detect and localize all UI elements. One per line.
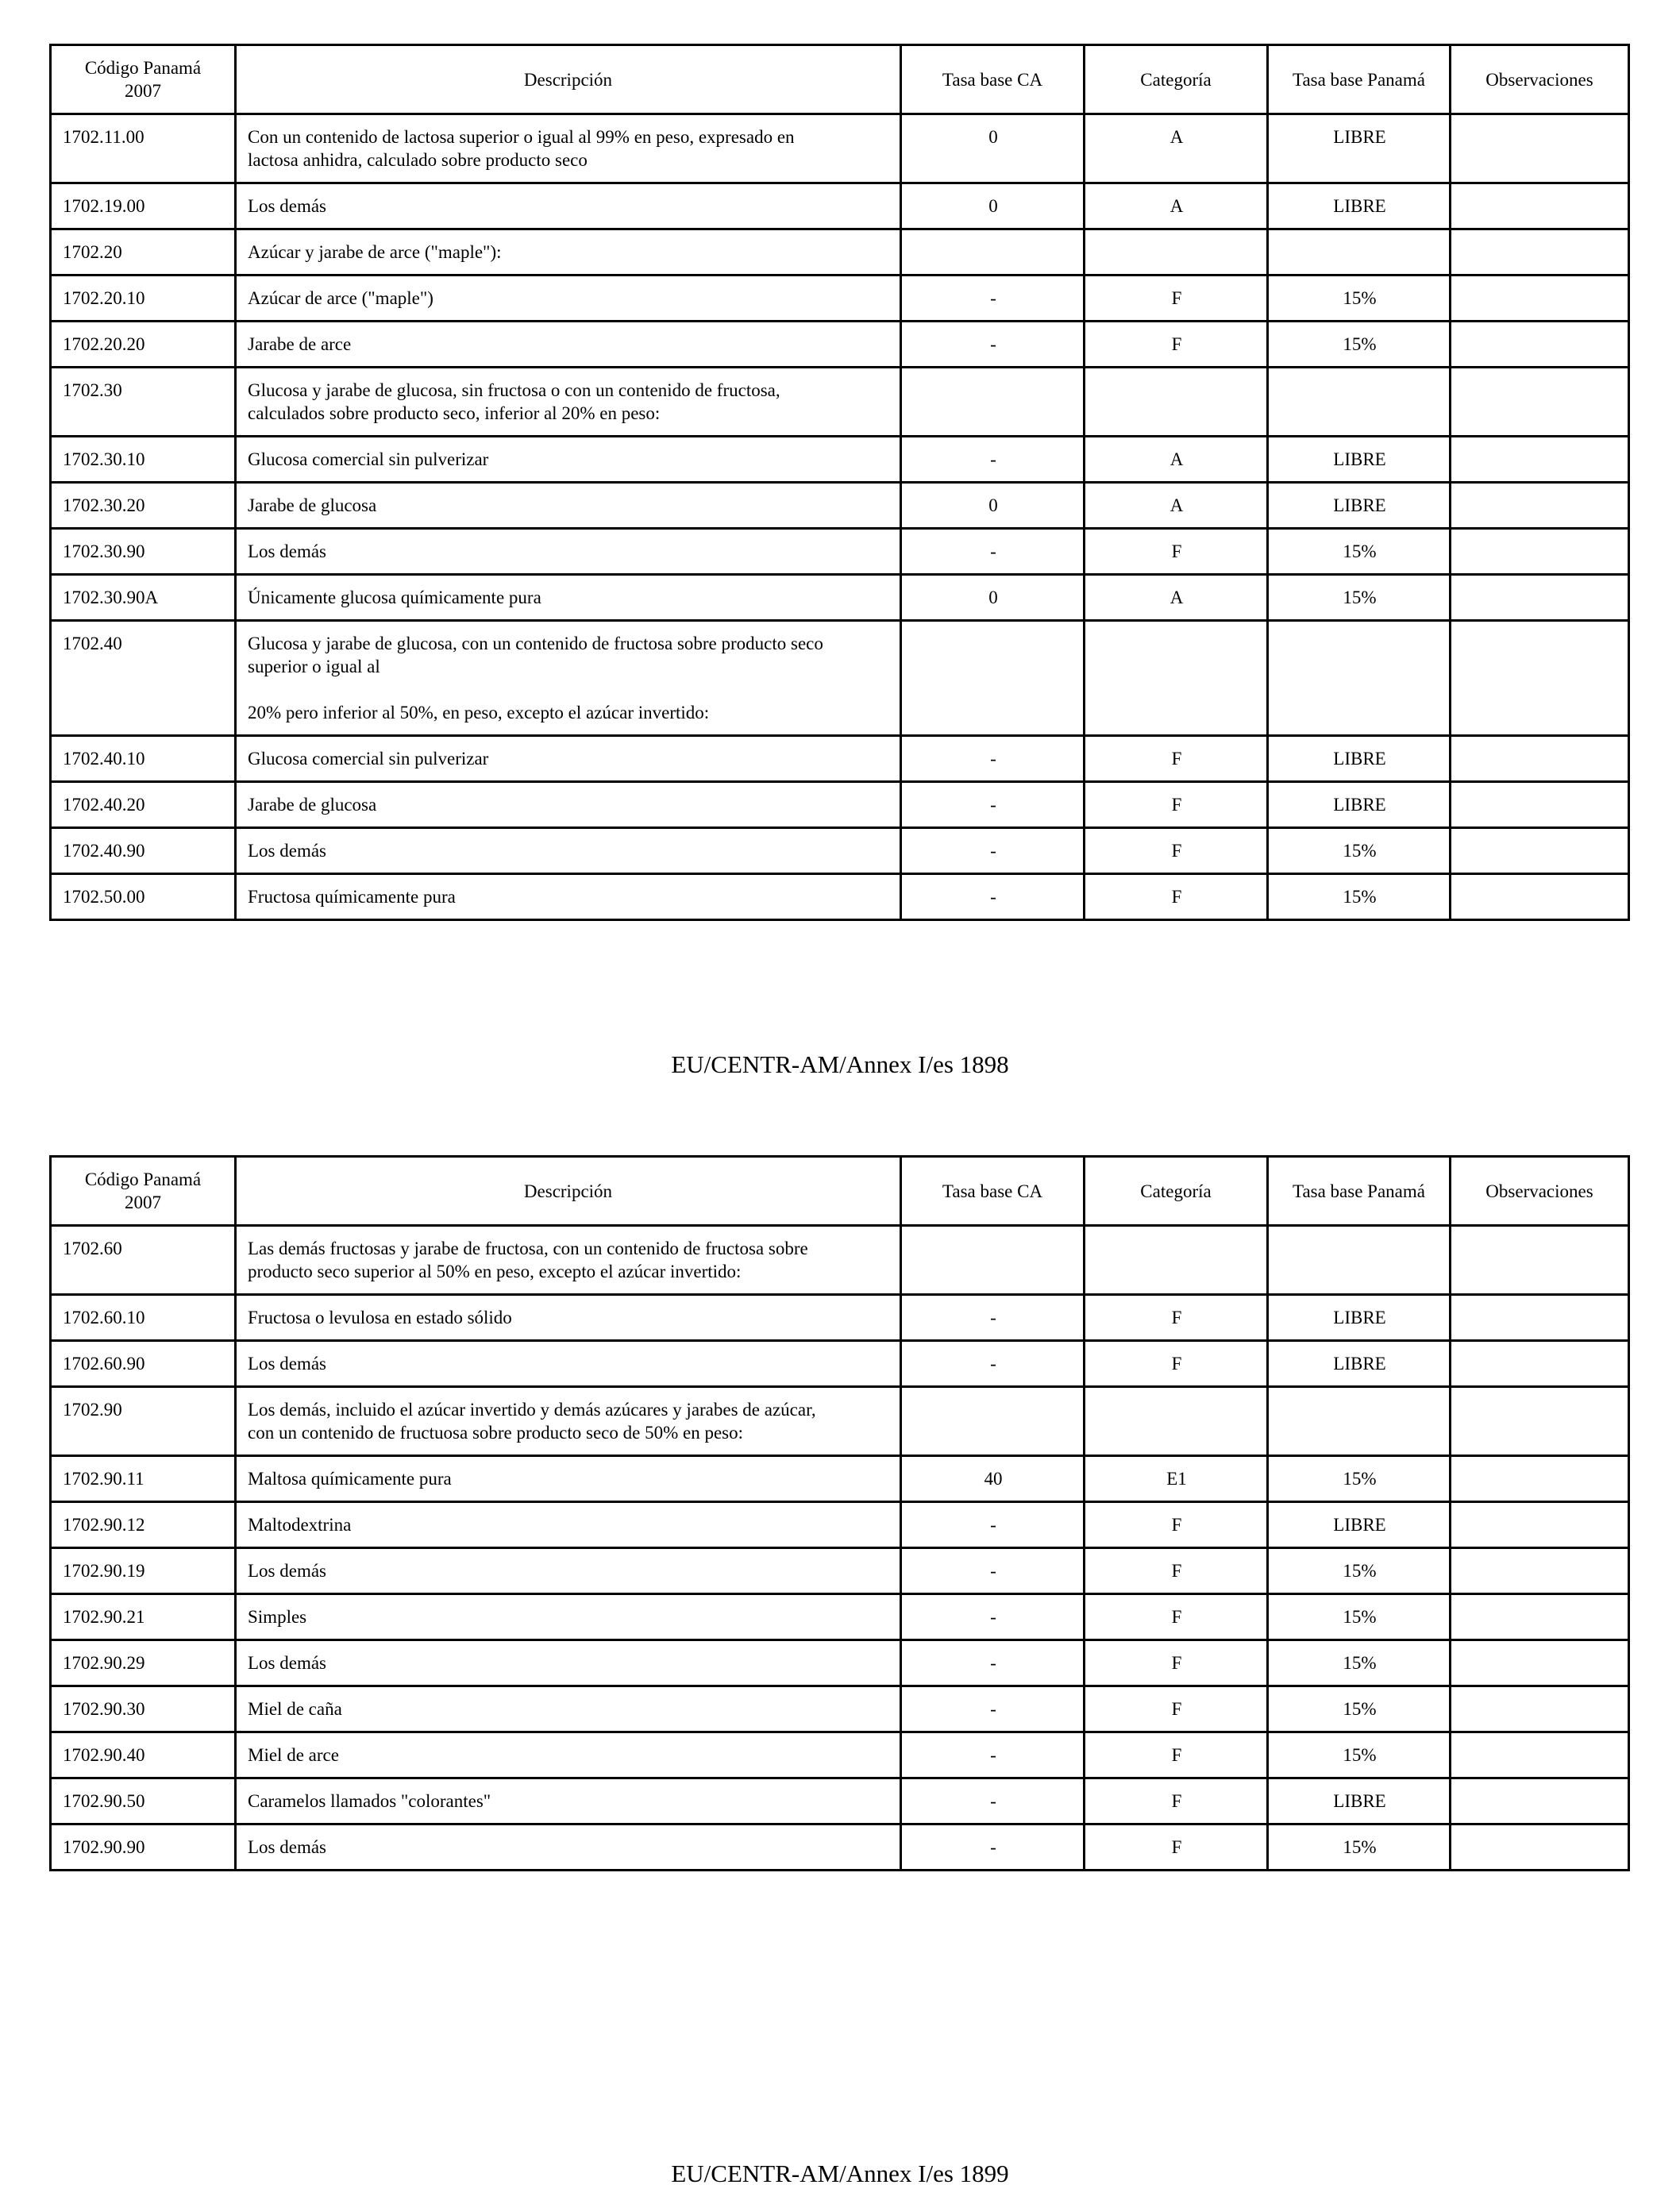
table-row	[51, 1824, 1629, 1871]
cell-categoria: A	[1085, 114, 1268, 183]
cell-tasa-panama: 15%	[1268, 874, 1451, 920]
cell-description: Azúcar y jarabe de arce ("maple"):	[236, 229, 901, 276]
cell-tasa-panama	[1268, 1226, 1451, 1295]
cell-description: Glucosa y jarabe de glucosa, con un contenido de fructosa sobre producto seco superior o igual al 20% pero inferior al 50%, en peso, excepto el azúcar invertido:	[236, 621, 901, 736]
cell-tasa-panama: 15%	[1268, 1548, 1451, 1594]
cell-categoria: F	[1085, 782, 1268, 828]
cell-code: 1702.90.12	[51, 1502, 236, 1548]
cell-code: 1702.90.50	[51, 1778, 236, 1824]
table-row	[51, 529, 1629, 575]
cell-code: 1702.40.20	[51, 782, 236, 828]
cell-observaciones	[1451, 1341, 1629, 1387]
cell-tasa-panama	[1268, 1387, 1451, 1456]
cell-code: 1702.90.40	[51, 1732, 236, 1778]
table-row	[51, 1548, 1629, 1594]
header-tasa-ca: Tasa base CA	[901, 45, 1085, 114]
cell-observaciones	[1451, 736, 1629, 782]
cell-categoria: F	[1085, 1686, 1268, 1732]
cell-description: Glucosa comercial sin pulverizar	[236, 437, 901, 483]
cell-description: Los demás	[236, 183, 901, 229]
cell-description: Simples	[236, 1594, 901, 1640]
cell-code: 1702.19.00	[51, 183, 236, 229]
cell-observaciones	[1451, 1548, 1629, 1594]
tariff-table-1	[49, 44, 1630, 921]
cell-observaciones	[1451, 828, 1629, 874]
cell-code: 1702.60.10	[51, 1295, 236, 1341]
cell-categoria: F	[1085, 1778, 1268, 1824]
cell-code: 1702.90.90	[51, 1824, 236, 1871]
table-row	[51, 782, 1629, 828]
cell-observaciones	[1451, 1778, 1629, 1824]
cell-categoria: A	[1085, 483, 1268, 529]
table-row	[51, 1594, 1629, 1640]
table-row	[51, 483, 1629, 529]
cell-observaciones	[1451, 1594, 1629, 1640]
cell-code: 1702.90.19	[51, 1548, 236, 1594]
table-row	[51, 736, 1629, 782]
cell-tasa-ca	[901, 1226, 1085, 1295]
cell-observaciones	[1451, 1295, 1629, 1341]
cell-categoria: A	[1085, 183, 1268, 229]
table-row	[51, 114, 1629, 183]
cell-categoria	[1085, 621, 1268, 736]
cell-code: 1702.11.00	[51, 114, 236, 183]
cell-tasa-panama	[1268, 229, 1451, 276]
cell-tasa-panama: 15%	[1268, 276, 1451, 322]
cell-observaciones	[1451, 782, 1629, 828]
header-code: Código Panamá 2007	[51, 1157, 236, 1226]
cell-code: 1702.60	[51, 1226, 236, 1295]
cell-tasa-panama: 15%	[1268, 575, 1451, 621]
cell-description: Jarabe de glucosa	[236, 483, 901, 529]
cell-categoria	[1085, 1387, 1268, 1456]
header-description: Descripción	[236, 1157, 901, 1226]
table-row	[51, 1686, 1629, 1732]
cell-observaciones	[1451, 183, 1629, 229]
cell-categoria: F	[1085, 1548, 1268, 1594]
cell-tasa-panama: LIBRE	[1268, 183, 1451, 229]
cell-observaciones	[1451, 1824, 1629, 1871]
cell-observaciones	[1451, 368, 1629, 437]
table-row	[51, 1640, 1629, 1686]
cell-observaciones	[1451, 529, 1629, 575]
table-row	[51, 322, 1629, 368]
cell-code: 1702.30.90A	[51, 575, 236, 621]
cell-tasa-panama	[1268, 368, 1451, 437]
cell-description: Maltosa químicamente pura	[236, 1456, 901, 1502]
cell-description: Jarabe de arce	[236, 322, 901, 368]
cell-categoria	[1085, 1226, 1268, 1295]
header-categoria: Categoría	[1085, 1157, 1268, 1226]
cell-code: 1702.90.30	[51, 1686, 236, 1732]
cell-tasa-ca	[901, 1387, 1085, 1456]
cell-observaciones	[1451, 1686, 1629, 1732]
cell-code: 1702.40	[51, 621, 236, 736]
table-body	[51, 1226, 1629, 1871]
cell-tasa-panama	[1268, 621, 1451, 736]
cell-code: 1702.90	[51, 1387, 236, 1456]
cell-tasa-ca: -	[901, 276, 1085, 322]
cell-observaciones	[1451, 1226, 1629, 1295]
cell-categoria	[1085, 368, 1268, 437]
cell-description: Los demás	[236, 1824, 901, 1871]
cell-observaciones	[1451, 276, 1629, 322]
cell-code: 1702.90.11	[51, 1456, 236, 1502]
header-tasa-ca: Tasa base CA	[901, 1157, 1085, 1226]
table-row	[51, 1456, 1629, 1502]
cell-tasa-panama: LIBRE	[1268, 1295, 1451, 1341]
cell-code: 1702.30.90	[51, 529, 236, 575]
table-row	[51, 229, 1629, 276]
table-row	[51, 1778, 1629, 1824]
cell-code: 1702.40.10	[51, 736, 236, 782]
table-row	[51, 1341, 1629, 1387]
cell-tasa-ca: -	[901, 1502, 1085, 1548]
cell-categoria: F	[1085, 1341, 1268, 1387]
cell-tasa-ca: 0	[901, 114, 1085, 183]
cell-code: 1702.60.90	[51, 1341, 236, 1387]
cell-description: Maltodextrina	[236, 1502, 901, 1548]
cell-description: Fructosa químicamente pura	[236, 874, 901, 920]
table-row	[51, 183, 1629, 229]
table-row	[51, 1732, 1629, 1778]
cell-description: Jarabe de glucosa	[236, 782, 901, 828]
cell-categoria: F	[1085, 322, 1268, 368]
cell-description: Los demás	[236, 1341, 901, 1387]
cell-code: 1702.90.21	[51, 1594, 236, 1640]
cell-code: 1702.30	[51, 368, 236, 437]
table-row	[51, 874, 1629, 920]
cell-tasa-ca: -	[901, 1548, 1085, 1594]
cell-tasa-ca: -	[901, 437, 1085, 483]
table-row	[51, 1295, 1629, 1341]
cell-categoria: A	[1085, 575, 1268, 621]
table-row	[51, 828, 1629, 874]
cell-tasa-ca: 40	[901, 1456, 1085, 1502]
cell-tasa-ca: -	[901, 828, 1085, 874]
cell-code: 1702.20.10	[51, 276, 236, 322]
cell-description: Las demás fructosas y jarabe de fructosa, con un contenido de fructosa sobre producto seco superior al 50% en peso, excepto el azúcar invertido:	[236, 1226, 901, 1295]
cell-tasa-ca: -	[901, 874, 1085, 920]
cell-description: Los demás, incluido el azúcar invertido y demás azúcares y jarabes de azúcar, con un contenido de fructuosa sobre producto seco de 50% en peso:	[236, 1387, 901, 1456]
cell-code: 1702.20	[51, 229, 236, 276]
cell-observaciones	[1451, 621, 1629, 736]
cell-tasa-panama: 15%	[1268, 1640, 1451, 1686]
cell-categoria: F	[1085, 1295, 1268, 1341]
cell-observaciones	[1451, 483, 1629, 529]
cell-tasa-ca: 0	[901, 183, 1085, 229]
table-row	[51, 1226, 1629, 1295]
cell-tasa-panama: 15%	[1268, 1824, 1451, 1871]
table-row	[51, 621, 1629, 736]
cell-tasa-panama: LIBRE	[1268, 1778, 1451, 1824]
cell-tasa-ca	[901, 368, 1085, 437]
cell-tasa-ca: -	[901, 1341, 1085, 1387]
cell-code: 1702.40.90	[51, 828, 236, 874]
cell-categoria: F	[1085, 828, 1268, 874]
cell-categoria: F	[1085, 529, 1268, 575]
cell-tasa-ca: -	[901, 322, 1085, 368]
table-header-row	[51, 45, 1629, 114]
cell-tasa-ca: -	[901, 1594, 1085, 1640]
cell-tasa-ca: -	[901, 736, 1085, 782]
cell-code: 1702.20.20	[51, 322, 236, 368]
cell-description: Miel de arce	[236, 1732, 901, 1778]
cell-categoria	[1085, 229, 1268, 276]
cell-description: Los demás	[236, 529, 901, 575]
cell-tasa-panama: LIBRE	[1268, 437, 1451, 483]
table-row	[51, 276, 1629, 322]
cell-observaciones	[1451, 437, 1629, 483]
cell-tasa-panama: 15%	[1268, 1732, 1451, 1778]
cell-code: 1702.50.00	[51, 874, 236, 920]
cell-observaciones	[1451, 229, 1629, 276]
cell-categoria: F	[1085, 1824, 1268, 1871]
cell-tasa-panama: 15%	[1268, 828, 1451, 874]
cell-categoria: F	[1085, 1502, 1268, 1548]
table-row	[51, 1387, 1629, 1456]
cell-observaciones	[1451, 1502, 1629, 1548]
cell-tasa-ca	[901, 621, 1085, 736]
cell-observaciones	[1451, 874, 1629, 920]
cell-tasa-ca: -	[901, 782, 1085, 828]
header-description: Descripción	[236, 45, 901, 114]
cell-tasa-ca: -	[901, 1732, 1085, 1778]
header-code: Código Panamá 2007	[51, 45, 236, 114]
cell-description: Los demás	[236, 1548, 901, 1594]
header-categoria: Categoría	[1085, 45, 1268, 114]
cell-observaciones	[1451, 1456, 1629, 1502]
page-footer: EU/CENTR-AM/Annex I/es 1898	[671, 1050, 1009, 1078]
page-footer: EU/CENTR-AM/Annex I/es 1899	[671, 2160, 1009, 2187]
table-row	[51, 437, 1629, 483]
table-row	[51, 1502, 1629, 1548]
cell-observaciones	[1451, 322, 1629, 368]
cell-observaciones	[1451, 1640, 1629, 1686]
cell-tasa-panama: 15%	[1268, 529, 1451, 575]
cell-tasa-ca: -	[901, 529, 1085, 575]
cell-tasa-panama: 15%	[1268, 1686, 1451, 1732]
cell-observaciones	[1451, 1732, 1629, 1778]
cell-tasa-panama: 15%	[1268, 1594, 1451, 1640]
cell-description: Caramelos llamados "colorantes"	[236, 1778, 901, 1824]
cell-code: 1702.30.10	[51, 437, 236, 483]
cell-description: Los demás	[236, 1640, 901, 1686]
cell-description: Glucosa y jarabe de glucosa, sin fructosa o con un contenido de fructosa, calculados sobre producto seco, inferior al 20% en peso:	[236, 368, 901, 437]
cell-categoria: A	[1085, 437, 1268, 483]
cell-categoria: F	[1085, 276, 1268, 322]
table-row	[51, 575, 1629, 621]
cell-tasa-panama: LIBRE	[1268, 483, 1451, 529]
cell-description: Azúcar de arce ("maple")	[236, 276, 901, 322]
cell-tasa-panama: 15%	[1268, 1456, 1451, 1502]
cell-tasa-panama: LIBRE	[1268, 1502, 1451, 1548]
cell-categoria: F	[1085, 1732, 1268, 1778]
cell-tasa-ca: 0	[901, 575, 1085, 621]
cell-observaciones	[1451, 114, 1629, 183]
cell-tasa-ca	[901, 229, 1085, 276]
cell-tasa-panama: LIBRE	[1268, 736, 1451, 782]
cell-categoria: F	[1085, 736, 1268, 782]
cell-tasa-ca: -	[901, 1640, 1085, 1686]
cell-description: Los demás	[236, 828, 901, 874]
cell-description: Miel de caña	[236, 1686, 901, 1732]
table-header-row	[51, 1157, 1629, 1226]
cell-categoria: E1	[1085, 1456, 1268, 1502]
cell-code: 1702.30.20	[51, 483, 236, 529]
cell-description: Fructosa o levulosa en estado sólido	[236, 1295, 901, 1341]
cell-categoria: F	[1085, 1640, 1268, 1686]
cell-code: 1702.90.29	[51, 1640, 236, 1686]
cell-observaciones	[1451, 1387, 1629, 1456]
cell-tasa-panama: LIBRE	[1268, 114, 1451, 183]
cell-tasa-ca: 0	[901, 483, 1085, 529]
cell-description: Únicamente glucosa químicamente pura	[236, 575, 901, 621]
cell-observaciones	[1451, 575, 1629, 621]
tariff-table-2	[49, 1155, 1630, 1871]
cell-tasa-panama: 15%	[1268, 322, 1451, 368]
cell-categoria: F	[1085, 1594, 1268, 1640]
cell-tasa-panama: LIBRE	[1268, 1341, 1451, 1387]
cell-categoria: F	[1085, 874, 1268, 920]
table-body	[51, 114, 1629, 920]
cell-tasa-ca: -	[901, 1824, 1085, 1871]
cell-tasa-ca: -	[901, 1295, 1085, 1341]
header-tasa-panama: Tasa base Panamá	[1268, 45, 1451, 114]
header-tasa-panama: Tasa base Panamá	[1268, 1157, 1451, 1226]
header-observaciones: Observaciones	[1451, 45, 1629, 114]
cell-description: Con un contenido de lactosa superior o igual al 99% en peso, expresado en lactosa anhidra, calculado sobre producto seco	[236, 114, 901, 183]
cell-description: Glucosa comercial sin pulverizar	[236, 736, 901, 782]
header-observaciones: Observaciones	[1451, 1157, 1629, 1226]
cell-tasa-panama: LIBRE	[1268, 782, 1451, 828]
table-row	[51, 368, 1629, 437]
cell-tasa-ca: -	[901, 1778, 1085, 1824]
cell-tasa-ca: -	[901, 1686, 1085, 1732]
